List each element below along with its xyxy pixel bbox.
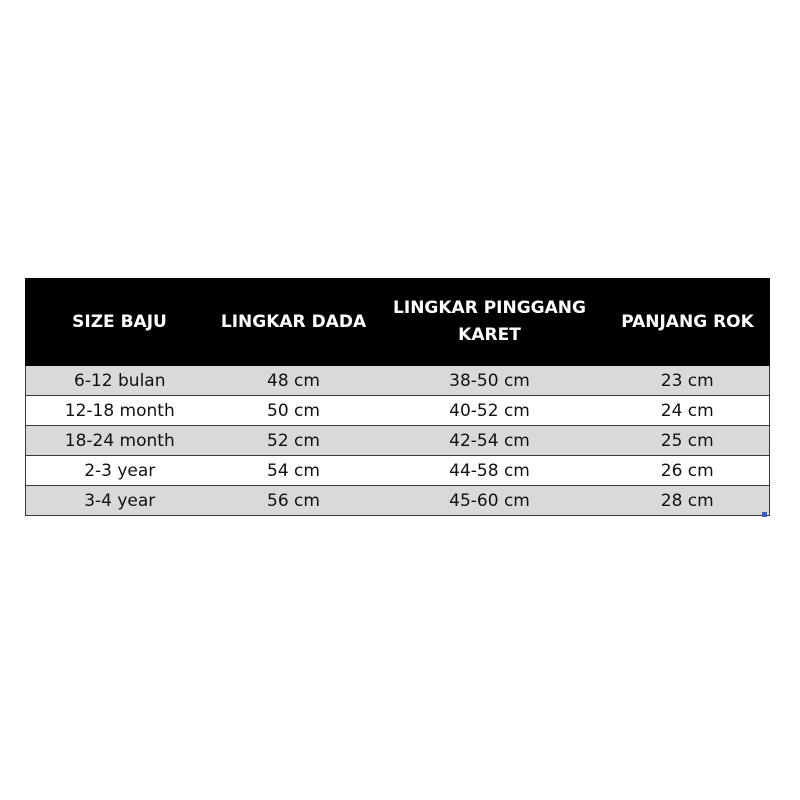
size-chart-table bbox=[25, 278, 770, 516]
cell-size[interactable]: 6-12 bulan bbox=[26, 366, 214, 396]
header-size-baju: SIZE BAJU bbox=[26, 279, 214, 366]
cell-size[interactable]: 2-3 year bbox=[26, 456, 214, 486]
cell-lingkar-dada[interactable]: 50 cm bbox=[214, 396, 374, 426]
cell-lingkar-pinggang[interactable]: 38-50 cm bbox=[374, 366, 606, 396]
cell-size[interactable]: 3-4 year bbox=[26, 486, 214, 516]
cell-panjang-rok[interactable]: 23 cm bbox=[606, 366, 770, 396]
table-body bbox=[26, 366, 770, 516]
cell-lingkar-dada[interactable]: 54 cm bbox=[214, 456, 374, 486]
header-panjang-rok: PANJANG ROK bbox=[606, 279, 770, 366]
cell-lingkar-dada[interactable]: 56 cm bbox=[214, 486, 374, 516]
cell-lingkar-dada[interactable]: 52 cm bbox=[214, 426, 374, 456]
cell-lingkar-pinggang[interactable]: 40-52 cm bbox=[374, 396, 606, 426]
header-lingkar-pinggang-karet: LINGKAR PINGGANG KARET bbox=[374, 279, 606, 366]
cell-lingkar-pinggang[interactable]: 42-54 cm bbox=[374, 426, 606, 456]
cell-panjang-rok[interactable]: 24 cm bbox=[606, 396, 770, 426]
table-row bbox=[26, 426, 770, 456]
table-row bbox=[26, 366, 770, 396]
cell-panjang-rok[interactable]: 26 cm bbox=[606, 456, 770, 486]
cell-lingkar-dada[interactable]: 48 cm bbox=[214, 366, 374, 396]
table-row bbox=[26, 456, 770, 486]
cell-lingkar-pinggang[interactable]: 45-60 cm bbox=[374, 486, 606, 516]
header-lingkar-dada: LINGKAR DADA bbox=[214, 279, 374, 366]
table-header bbox=[26, 279, 770, 366]
cell-size[interactable]: 18-24 month bbox=[26, 426, 214, 456]
table-row bbox=[26, 396, 770, 426]
cell-panjang-rok[interactable]: 25 cm bbox=[606, 426, 770, 456]
header-row bbox=[26, 279, 770, 366]
cell-size[interactable]: 12-18 month bbox=[26, 396, 214, 426]
cell-lingkar-pinggang[interactable]: 44-58 cm bbox=[374, 456, 606, 486]
table-row bbox=[26, 486, 770, 516]
selection-fill-handle[interactable] bbox=[762, 512, 767, 517]
cell-panjang-rok[interactable]: 28 cm bbox=[606, 486, 770, 516]
